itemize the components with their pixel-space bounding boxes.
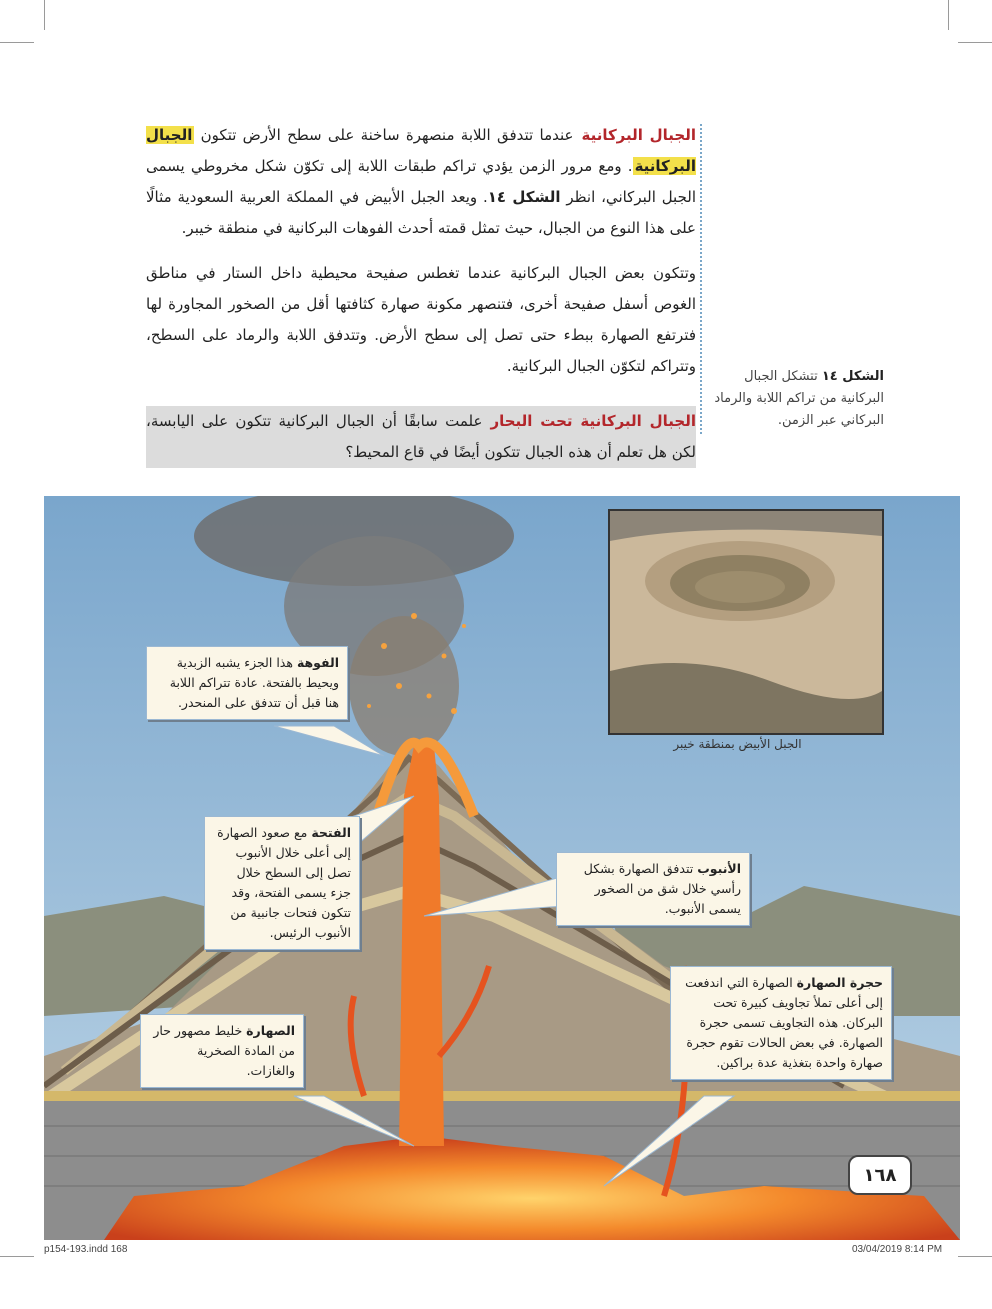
- crater-image: [610, 511, 882, 733]
- callout-crater: [146, 646, 348, 720]
- figure-caption: [708, 366, 884, 432]
- white-mountain-photo: [608, 509, 884, 735]
- callout-text: مع صعود الصهارة إلى أعلى خلال الأنبوب تصل إلى السطح خلال جزء يسمى الفتحة، وقد تتكون فتحات جانبية من الأنبوب الرئيس.: [217, 825, 351, 940]
- crop-mark: [958, 42, 992, 43]
- crop-mark: [0, 42, 34, 43]
- callout-vent: [204, 816, 360, 950]
- footer-date: 03/04/2019 8:14 PM: [852, 1244, 943, 1255]
- callout-title: حجرة الصهارة: [796, 975, 883, 990]
- callout-title: الأنبوب: [697, 861, 741, 876]
- crop-mark: [958, 1256, 992, 1257]
- highlighted-term: الجبال البركانية: [146, 126, 696, 175]
- footer-file: p154-193.indd 168: [44, 1244, 128, 1255]
- keyword-underwater-volcanoes: الجبال البركانية تحت البحار: [490, 412, 697, 430]
- crop-mark: [44, 0, 45, 30]
- margin-divider: [700, 124, 702, 434]
- paragraph-volcanic-mountains: [146, 120, 696, 244]
- paragraph-underwater-volcanoes: [146, 406, 696, 468]
- crop-mark: [0, 1256, 34, 1257]
- callout-text: تتدفق الصهارة بشكل رأسي خلال شق من الصخور يسمى الأنبوب.: [583, 861, 741, 916]
- paragraph-subduction: وتتكون بعض الجبال البركانية عندما تغطس صفيحة محيطية داخل الستار في مناطق الغوص أسفل صفيحة أخرى، فتنصهر مكونة صهارة كثافتها أقل من الصخور المجاورة لها فترتفع الصهارة ببطء حتى تصل إلى سطح الأرض. وتتدفق اللابة والرماد على السطح، وتتراكم لتكوّن الجبال البركانية.: [146, 264, 696, 375]
- paragraph-text: عندما تتدفق اللابة منصهرة ساخنة على سطح الأرض تتكون: [194, 126, 574, 144]
- figure-label: الشكل ١٤: [821, 369, 884, 384]
- figure-caption-text: تتشكل الجبال البركانية من تراكم اللابة والرماد البركاني عبر الزمن.: [714, 369, 884, 428]
- callout-text: الصهارة التي اندفعت إلى أعلى تملأ تجاويف كبيرة تحت البركان. هذه التجاويف تسمى حجرة الصهارة. في بعض الحالات تقوم حجرة صهارة واحدة بتغذية عدة براكين.: [685, 975, 883, 1070]
- paragraph-text: . ومع مرور الزمن يؤدي تراكم طبقات اللابة إلى تكوّن شكل مخروطي يسمى الجبل البركاني، انظر: [146, 157, 696, 206]
- callout-text: خليط مصهور حار من المادة الصخرية والغازات.: [153, 1023, 295, 1078]
- crop-mark: [948, 0, 949, 30]
- callout-magma-chamber: [670, 966, 892, 1080]
- page-number: ١٦٨: [848, 1155, 912, 1195]
- callout-title: الفتحة: [311, 825, 351, 840]
- photo-caption: الجبل الأبيض بمنطقة خيبر: [673, 737, 802, 751]
- callout-magma: [140, 1014, 304, 1088]
- callout-text: هذا الجزء يشبه الزبدية ويحيط بالفتحة. عادة تتراكم اللابة هنا قبل أن تتدفق على المنحدر.: [169, 655, 339, 710]
- paragraph-text: . ويعد الجبل الأبيض في المملكة العربية السعودية مثالًا على هذا النوع من الجبال، حيث تمثل قمته أحدث الفوهات البركانية في منطقة خيبر.: [146, 188, 696, 237]
- keyword-volcanic-mountains: الجبال البركانية: [581, 126, 696, 144]
- figure-reference: الشكل ١٤: [487, 188, 561, 206]
- paragraph-text: علمت سابقًا أن الجبال البركانية تتكون على اليابسة، لكن هل تعلم أن هذه الجبال تتكون أيضًا في قاع المحيط؟: [146, 412, 696, 461]
- callout-title: الصهارة: [246, 1023, 295, 1038]
- callout-title: الفوهة: [296, 655, 339, 670]
- callout-pipe: [556, 852, 750, 926]
